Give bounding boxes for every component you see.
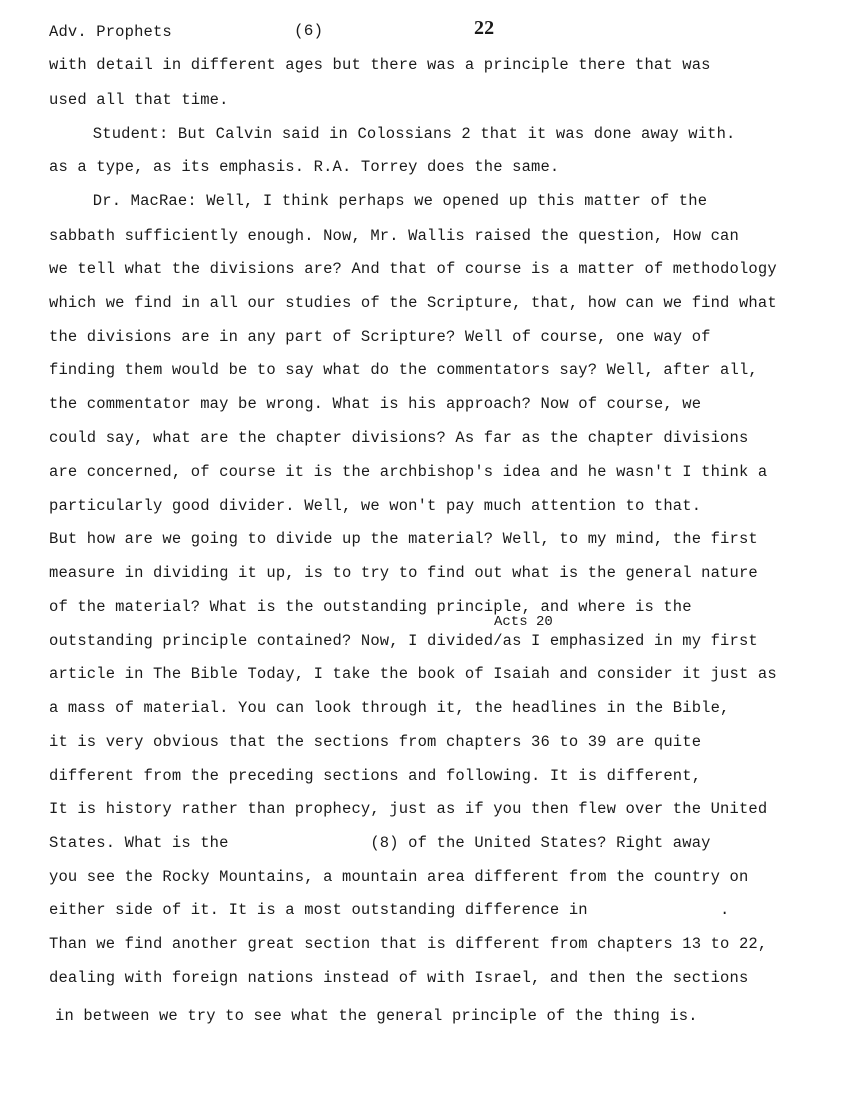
course-title: Adv. Prophets <box>49 23 172 41</box>
text-line: Student: But Calvin said in Colossians 2 that it was done away with. <box>55 125 736 143</box>
page-number: 22 <box>474 17 495 39</box>
text-line: outstanding principle contained? Now, I divided/as I emphasized in my first <box>49 632 758 650</box>
text-line: the commentator may be wrong. What is his approach? Now of course, we <box>49 395 702 413</box>
text-line: finding them would be to say what do the commentators say? Well, after all, <box>49 361 758 379</box>
text-line: of the material? What is the outstanding principle, and where is the <box>49 598 692 616</box>
text-line: the divisions are in any part of Scripture? Well of course, one way of <box>49 328 711 346</box>
text-line: either side of it. It is a most outstanding difference in . <box>49 901 730 919</box>
text-line: used all that time. <box>49 91 229 109</box>
text-line: could say, what are the chapter divisions? As far as the chapter divisions <box>49 429 749 447</box>
text-line: in between we try to see what the general principle of the thing is. <box>55 1007 698 1025</box>
text-line: different from the preceding sections and following. It is different, <box>49 767 702 785</box>
text-line: you see the Rocky Mountains, a mountain area different from the country on <box>49 868 749 886</box>
text-line: States. What is the (8) of the United States? Right away <box>49 834 711 852</box>
text-line: Dr. MacRae: Well, I think perhaps we opened up this matter of the <box>55 192 708 210</box>
text-line: article in The Bible Today, I take the book of Isaiah and consider it just as <box>49 665 777 683</box>
text-line: we tell what the divisions are? And that of course is a matter of methodology <box>49 260 777 278</box>
text-line: it is very obvious that the sections from chapters 36 to 39 are quite <box>49 733 702 751</box>
text-line: But how are we going to divide up the material? Well, to my mind, the first <box>49 530 758 548</box>
text-line: particularly good divider. Well, we won't pay much attention to that. <box>49 497 702 515</box>
text-line: sabbath sufficiently enough. Now, Mr. Wallis raised the question, How can <box>49 227 739 245</box>
text-line: with detail in different ages but there was a principle there that was <box>49 56 711 74</box>
text-line: measure in dividing it up, is to try to find out what is the general nature <box>49 564 758 582</box>
text-line: which we find in all our studies of the Scripture, that, how can we find what <box>49 294 777 312</box>
section-number: (6) <box>294 22 324 40</box>
text-line: Than we find another great section that is different from chapters 13 to 22, <box>49 935 768 953</box>
text-line: dealing with foreign nations instead of with Israel, and then the sections <box>49 969 749 987</box>
text-line: as a type, as its emphasis. R.A. Torrey does the same. <box>49 158 560 176</box>
text-line: are concerned, of course it is the archbishop's idea and he wasn't I think a <box>49 463 768 481</box>
text-line: It is history rather than prophecy, just as if you then flew over the United <box>49 800 768 818</box>
text-line: a mass of material. You can look through it, the headlines in the Bible, <box>49 699 730 717</box>
handwritten-insertion: Acts 20 <box>494 614 553 630</box>
